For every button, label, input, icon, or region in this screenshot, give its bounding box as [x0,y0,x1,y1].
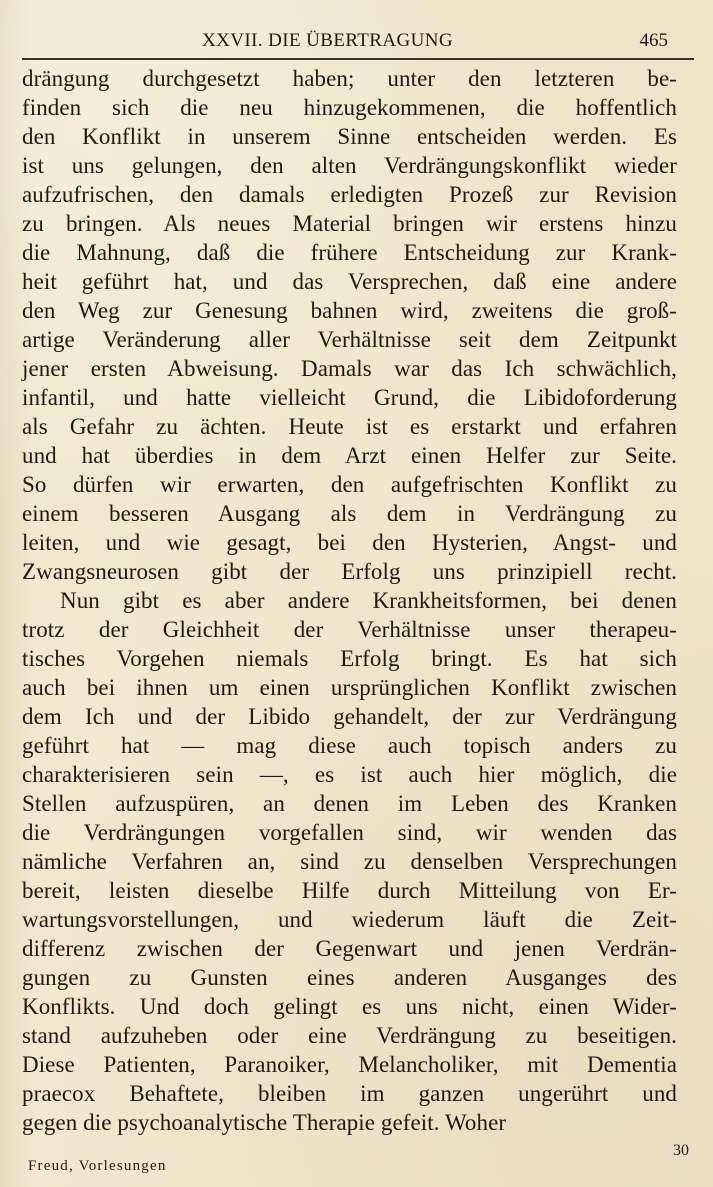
text-line: einem besseren Ausgang als dem in Verdrängung zu [22,501,677,526]
page-number: 465 [639,30,668,51]
text-line: artige Veränderung aller Verhältnisse seit dem Zeitpunkt [22,327,677,352]
text-line: heit geführt hat, und das Versprechen, daß eine andere [22,269,677,294]
text-line: drängung durchgesetzt haben; unter den letzteren be- [22,66,677,91]
text-line: und hat überdies in dem Arzt einen Helfer zur Seite. [22,443,677,468]
signature-number: 30 [673,1142,689,1159]
text-line: nämliche Verfahren an, sind zu denselben Versprechungen [22,849,677,874]
text-line: ist uns gelungen, den alten Verdrängungskonflikt wieder [22,153,677,178]
text-line: den Weg zur Genesung bahnen wird, zweitens die groß- [22,298,677,323]
text-line: die Mahnung, daß die frühere Entscheidung zur Krank- [22,240,677,265]
text-line: geführt hat — mag diese auch topisch anders zu [22,733,677,758]
chapter-title: XXVII. DIE ÜBERTRAGUNG [202,30,453,51]
text-line: differenz zwischen der Gegenwart und jenen Verdrän- [22,936,677,961]
text-line: trotz der Gleichheit der Verhältnisse unser therapeu- [22,617,677,642]
text-line: auch bei ihnen um einen ursprünglichen Konflikt zwischen [22,675,677,700]
text-line: charakterisieren sein —, es ist auch hier möglich, die [22,762,677,787]
text-line: praecox Behaftete, bleiben im ganzen ungerührt und [22,1081,677,1106]
paragraph-first-line: Nun gibt es aber andere Krankheitsformen, bei denen [60,588,677,613]
text-line: leiten, und wie gesagt, bei den Hysterien, Angst- und [22,530,677,555]
text-line: stand aufzuheben oder eine Verdrängung zu beseitigen. [22,1023,677,1048]
text-line: den Konflikt in unserem Sinne entscheiden werden. Es [22,124,677,149]
text-line: dem Ich und der Libido gehandelt, der zur Verdrängung [22,704,677,729]
footer-source: Freud, Vorlesungen [28,1158,167,1174]
text-line: gungen zu Gunsten eines anderen Ausganges des [22,965,677,990]
text-line: wartungsvorstellungen, und wiederum läuft die Zeit- [22,907,677,932]
text-line: So dürfen wir erwarten, den aufgefrischten Konflikt zu [22,472,677,497]
text-line: Zwangsneurosen gibt der Erfolg uns prinzipiell recht. [22,559,677,584]
text-line: bereit, leisten dieselbe Hilfe durch Mitteilung von Er- [22,878,677,903]
body-text [22,64,677,1137]
text-line: zu bringen. Als neues Material bringen wir erstens hinzu [22,211,677,236]
text-line: tisches Vorgehen niemals Erfolg bringt. Es hat sich [22,646,677,671]
text-line: aufzufrischen, den damals erledigten Prozeß zur Revision [22,182,677,207]
text-line: die Verdrängungen vorgefallen sind, wir wenden das [22,820,677,845]
text-line: infantil, und hatte vielleicht Grund, die Libidoforderung [22,385,677,410]
text-line: Stellen aufzuspüren, an denen im Leben des Kranken [22,791,677,816]
text-line: Diese Patienten, Paranoiker, Melancholiker, mit Dementia [22,1052,677,1077]
text-line: Konflikts. Und doch gelingt es uns nicht, einen Wider- [22,994,677,1019]
page-header [22,30,694,60]
text-line: gegen die psychoanalytische Therapie gefeit. Woher [22,1110,507,1135]
text-line: jener ersten Abweisung. Damals war das Ich schwächlich, [22,356,677,381]
text-line: finden sich die neu hinzugekommenen, die hoffentlich [22,95,677,120]
text-line: als Gefahr zu ächten. Heute ist es erstarkt und erfahren [22,414,677,439]
